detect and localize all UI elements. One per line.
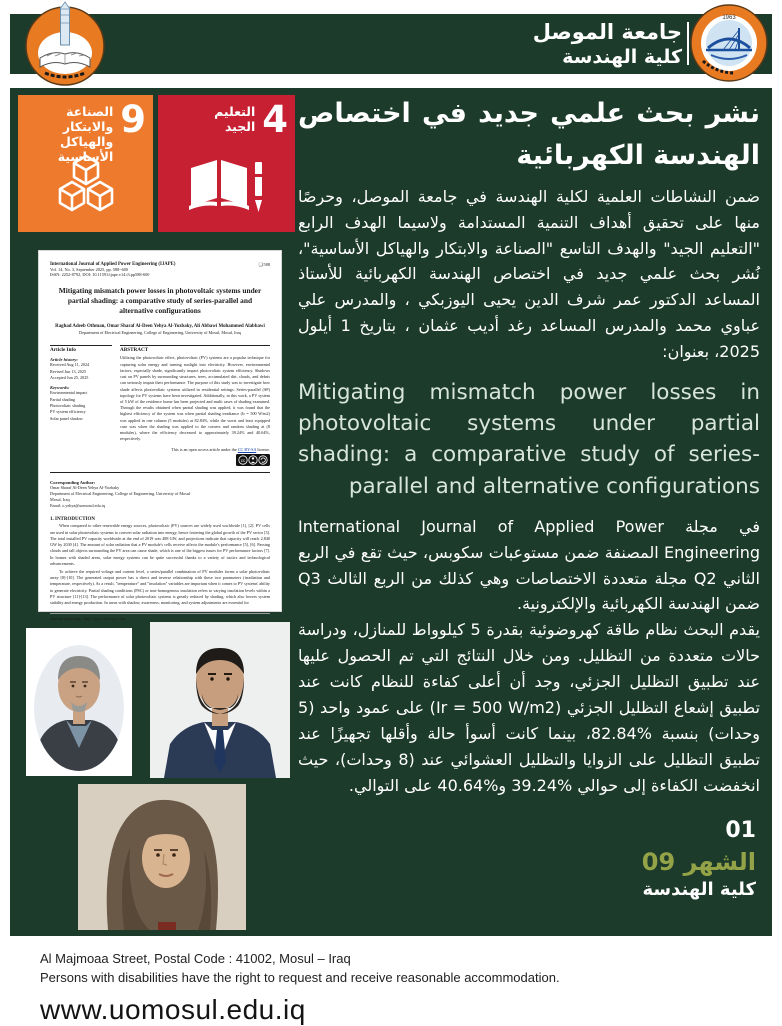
research-title-english: Mitigating mismatch power losses in photovoltaic systems under partial shading: a comparative study of series-parallel and alternative configurations [298,380,760,499]
author-photo-2 [150,622,290,778]
faculty-name: كلية الهندسة [642,879,756,901]
corresponding-author-block: Corresponding Author: Omar Sharaf Al-Deen Yehya Al-Yozbaky Department of Electrical Engineering, College of Engineering, University of Mosul Mosul, Iraq Email: o.yehya@uomosul.edu.iq [50,472,270,510]
cc-by-sa-license-icons [120,454,270,466]
author-photo-3 [78,784,246,930]
accessibility-note: Persons with disabilities have the right to request and receive reasonable accommodation. [40,969,560,985]
journal-header: International Journal of Applied Power Engineering (IJAPE) Vol. 14, No. 3, September 2025, pp. 588~600 ISSN: 2252-8792, DOI: 10.11591/ijape.v14.i3.pp588-600 [50,262,176,277]
sdg4-number: 4 [262,98,288,141]
announcement-paragraph-1: ضمن النشاطات العلمية لكلية الهندسة في جامعة الموصل، وحرصًا منها على تحقيق أهداف التنمية المستدامة ولاسيما الهدف الرابع "التعليم الجيد" والهدف التاسع "الصناعة والابتكار والهياكل الأساسية"، نُشر بحث علمي جديد في اختصاص الهندسة الكهربائية للأستاذ المساعد الدكتور عمر شرف الدين يحيى اليوزبكي ، والمدرس علي عباوي محمد والمدرس المساعد رغد أديب عثمان ، بتاريخ 1 أيلول 2025، بعنوان: [298,186,761,362]
announcement-paragraph-3: يقدم البحث نظام طاقة كهروضوئية بقدرة 5 كيلوواط للمنازل، ودراسة حالات متعددة من التظليل. ومن خلال النتائج التي تم الحصول عليها عند تطبيق التظليل الجزئي، وجد أن أعلى كفاءة للنظام كانت عند تطبيق إشعاع التظليل الجزئي (Ir = 500 W/m2) على عمود واحد (5 وحدات) بنسبة %82.84، بينما كانت أسوأ حالة وأقلها تجهيزًا عند تطبيق التظليل على الزوايا والتظليل العشوائي عند (8 وحدات)، حيث انخفضت الكفاءة إلى حوالي %39.24 و%40.64 على التوالي. [298,620,761,795]
journal-page-number: ❑ 588 [258,262,270,267]
college-of-engineering-logo [689,3,769,83]
industry-cubes-icon [49,152,123,224]
sdg9-number: 9 [120,98,146,141]
university-of-mosul-logo [23,1,107,87]
address-line: Al Majmoaa Street, Postal Code : 41002, Mosul – Iraq [40,951,351,966]
date-block [642,816,756,902]
sdg4-title: التعليم الجيد [214,104,256,134]
introduction-paragraph-1: When compared to other renewable energy sources, photovoltaic (PV) sources are widely used worldwide [1], [2]. PV cells are used in solar photovoltaic systems to convert solar radiation into energy, hence fostering the global growth of the PV sector [3]. The total installed PV capacity worldwide at the end of 2019 was 488 GW, and projections indicate that capacity will reach 2,840 GW by 2030 [4]. The amount of solar radiation that a PV module's cells receive affects the module's performance [5], [6]. Passing clouds and tall objects surrounding the PV area can cause shade, which is one of the biggest issues for PV performance factors [7]. In homes with shaded areas, solar energy systems can be quite successful thanks to a variety of tactics and technological advancements. [50,523,270,566]
sdg9-title: الصناعة والابتكار والهياكل الأساسية [57,104,114,164]
paper-abstract: Utilizing the photovoltaic effect, photovoltaic (PV) systems are a popular technique for capturing solar energy and turning sunlight into electricity. However, environmental factors, especially shade, significantly impact photovoltaic system efficiency. Shadows cast on PV panels by surrounding structures, trees, accumulated dirt, clouds, and debris can seriously impair their performance. The purpose of this study was to investigate how shade affects photovoltaic systems utilized in residential settings. Series-parallel (SP) topology for PV systems have been investigated. Additionally, in this work, a PV system of 5 kW of the residence home has been projected and multi cases of shading examined. Through the results obtained when partial shading was applied, it was found that the highest efficiency of the system was when partial shading irradiance (Ir = 500 W/m2) was applied in one column (5 modules) at 82.84%, while the worst and least equipped case was when the shading was applied to the corners and random shading at (8 modules), where the efficiency decreased to approximately 39.24% and 40.64%, respectively. [120,355,270,442]
website-url[interactable]: www.uomosul.edu.iq [40,993,306,1025]
author-photo-1 [26,628,132,776]
introduction-heading: 1. INTRODUCTION [50,516,96,522]
journal-homepage: Journal homepage: http://ijape.iaescore.com [50,613,270,621]
open-book-pencil-icon [183,154,271,224]
paper-affiliation: Department of Electrical Engineering, College of Engineering, University of Mosul, Mosul, Iraq [79,329,241,335]
college-name: كلية الهندسة [562,46,682,69]
introduction-paragraph-2: To achieve the required voltage and current level, a series/parallel combination of PV modules forms a solar photovoltaic array [8]-[10]. The generated output power has a direct and inverse relationship with these two parameters (irradiation and temperature, respectively). As a result, "temperature" and "insolation" variables are important when it comes to PV systems' ability to generate electricity. Partial shading conditions (PSC) or non-homogenous insolation refers to varying insolation levels within a PV structure [11]-[13]. The performance of solar photovoltaic systems is greatly reduced by shading, which also lowers system stability and energy production. In areas with shadow, awareness, monitoring, and system adjustments are essential for [50,568,270,606]
sdg9-badge [18,95,153,232]
sdg4-badge [158,95,295,232]
svg-text:1963: 1963 [722,15,736,21]
month-line: الشهر 09 [641,847,756,876]
footer [40,950,560,1026]
paper-thumbnail [38,250,282,621]
open-access-note: This is an open access article under the CC BY-SA license. [171,446,270,452]
paper-title: Mitigating mismatch power losses in photovoltaic systems under partial shading: a comparative study of series-parallel and alternative configurations [58,286,262,315]
paper-authors: Raghad Adeeb Othman, Omar Sharaf Al-Deen Yehya Al-Yozbaky, Ali Abbawi Mohammed Alabbawi [55,323,265,329]
abstract-column: ABSTRACT Utilizing the photovoltaic effect, photovoltaic (PV) systems are a popular technique for capturing solar energy and turning sunlight into electricity. However, environmental factors, especially shade, significantly impact photovoltaic system efficiency. Shadows cast on PV panels by surrounding structures, trees, accumulated dirt, clouds, and debris can seriously impair their performance. The purpose of this study was to investigate how shade affects photovoltaic systems utilized in residential settings. Series-parallel (SP) topology for PV systems have been investigated. Additionally, in this work, a PV system of 5 kW of the residence home has been projected and multi cases of shading examined. Through the results obtained when partial shading was applied, it was found that the highest efficiency of the system was when partial shading irradiance (Ir = 500 W/m2) was applied in one column (5 modules) at 82.84%, while the worst and least equipped case was when the shading was applied to the corners and random shading at (8 modules), where the efficiency decreased to approximately 39.24% and 40.64%, respectively. This is an open access article under the CC BY-SA license. cc [120,345,270,466]
day-number: 01 [725,818,756,843]
svg-text:cc: cc [240,457,246,463]
university-name: جامعة الموصل [532,20,682,44]
article-info-column: Article Info Article history: Received Aug 11, 2024 Revised Jun 13, 2025 Accepted Jun 25, 2025 Keywords: Environmental impact Partial shading Photovoltaic shading PV system efficiency Solar panel shadow [50,345,112,466]
page-title: نشر بحث علمي جديد في اختصاص الهندسة الكهربائية [298,98,760,171]
cc-by-sa-link[interactable]: CC BY-SA [237,446,257,452]
header-titles [533,19,682,70]
announcement-paragraph-2: في مجلة International Journal of Applied Power Engineering المصنفة ضمن مستوعبات سكوبس، حيث تقع في الربع الثاني Q2 مجلة متعددة الاختصاصات وهي كذلك من الربع الثالث Q3 ضمن الهندسة الكهربائية والإلكترونية. [298,516,760,614]
announcement-text [298,93,760,799]
main-panel [10,88,772,936]
